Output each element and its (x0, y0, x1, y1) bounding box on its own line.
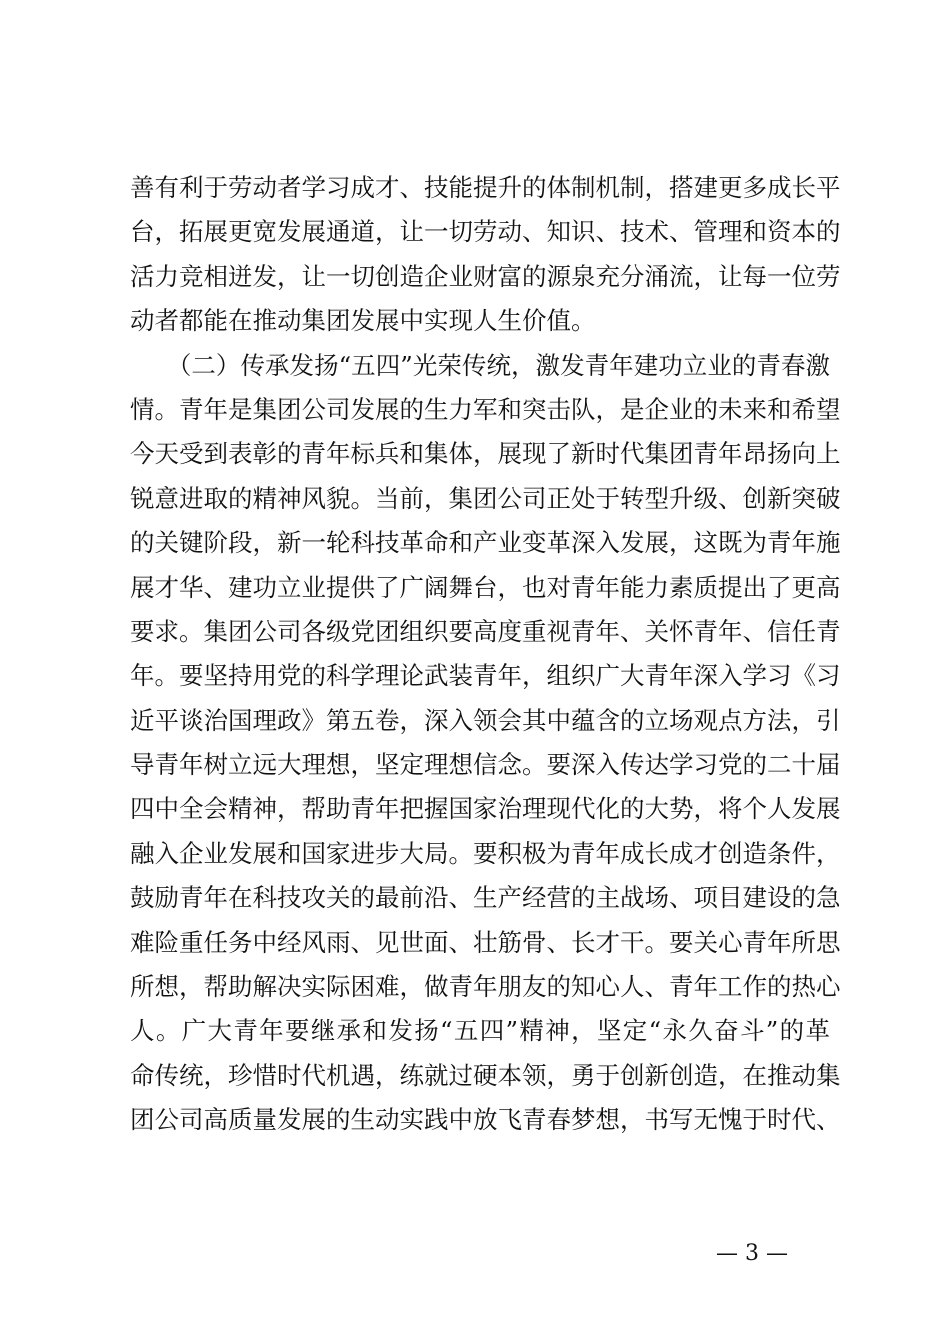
text-line: 的关键阶段，新一轮科技革命和产业变革深入发展，这既为青年施 (130, 528, 841, 558)
section-heading-line: （二）传承发扬“五四”光荣传统，激发青年建功立业的青春激 (130, 350, 830, 380)
text-line: 难险重任务中经风雨、见世面、壮筋骨、长才干。要关心青年所思 (130, 927, 841, 957)
text-line: 年。要坚持用党的科学理论武装青年，组织广大青年深入学习《习 (130, 661, 841, 691)
text-line: 近平谈治国理政》第五卷，深入领会其中蕴含的立场观点方法，引 (130, 705, 841, 735)
text-line: 动者都能在推动集团发展中实现人生价值。 (130, 306, 596, 336)
text-line: 融入企业发展和国家进步大局。要积极为青年成长成才创造条件， (130, 838, 841, 868)
text-line: 展才华、建功立业提供了广阔舞台，也对青年能力素质提出了更高 (130, 572, 841, 602)
text-line: 命传统，珍惜时代机遇，练就过硬本领，勇于创新创造，在推动集 (130, 1060, 841, 1090)
text-line: 台，拓展更宽发展通道，让一切劳动、知识、技术、管理和资本的 (130, 217, 841, 247)
text-line: 今天受到表彰的青年标兵和集体，展现了新时代集团青年昂扬向上 (130, 439, 841, 469)
text-line: 善有利于劳动者学习成才、技能提升的体制机制，搭建更多成长平 (130, 173, 841, 202)
text-line: 情。青年是集团公司发展的生力军和突击队，是企业的未来和希望 (130, 394, 841, 424)
text-line: 人。广大青年要继承和发扬“五四”精神，坚定“永久奋斗”的革 (130, 1016, 830, 1046)
text-line: 导青年树立远大理想，坚定理想信念。要深入传达学习党的二十届 (130, 750, 841, 780)
body-text (130, 166, 841, 1143)
text-line: 所想，帮助解决实际困难，做青年朋友的知心人、青年工作的热心 (130, 972, 841, 1002)
text-line: 活力竞相迸发，让一切创造企业财富的源泉充分涌流，让每一位劳 (130, 261, 841, 291)
text-line: 锐意进取的精神风貌。当前，集团公司正处于转型升级、创新突破 (130, 483, 841, 513)
text-line: 鼓励青年在科技攻关的最前沿、生产经营的主战场、项目建设的急 (130, 883, 841, 913)
text-line: 要求。集团公司各级党团组织要高度重视青年、关怀青年、信任青 (130, 616, 841, 646)
text-line: 团公司高质量发展的生动实践中放飞青春梦想，书写无愧于时代、 (130, 1105, 841, 1135)
page-number: — 3 — (716, 1241, 788, 1266)
text-line: 四中全会精神，帮助青年把握国家治理现代化的大势，将个人发展 (130, 794, 841, 824)
